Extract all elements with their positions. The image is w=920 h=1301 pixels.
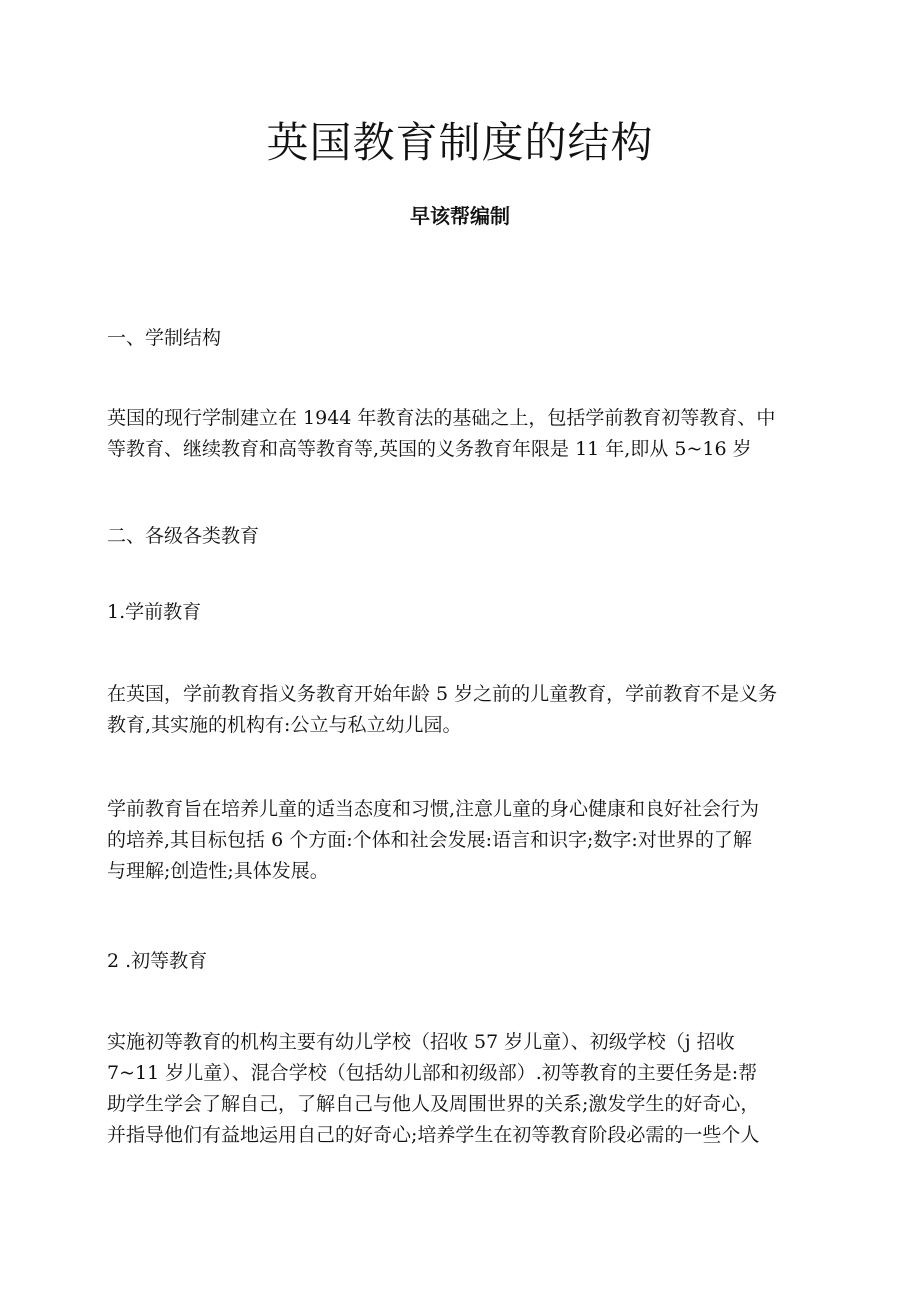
paragraph-line: 的培养,其目标包括 6 个方面:个体和社会发展:语言和识字;数字:对世界的了解	[107, 829, 752, 851]
paragraph-line: 实施初等教育的机构主要有幼儿学校（招收 57 岁儿童）、初级学校（j 招收	[107, 1031, 735, 1053]
paragraph-line: 教育,其实施的机构有:公立与私立幼儿园。	[107, 714, 462, 736]
paragraph-line: 在英国，学前教育指义务教育开始年龄 5 岁之前的儿童教育，学前教育不是义务	[107, 683, 778, 705]
section-heading-2: 二、各级各类教育	[107, 525, 260, 547]
paragraph-line: 并指导他们有益地运用自己的好奇心;培养学生在初等教育阶段必需的一些个人	[107, 1124, 760, 1146]
paragraph-line: 与理解;创造性;具体发展。	[107, 860, 329, 882]
paragraph-line: 助学生学会了解自己，了解自己与他人及周围世界的关系;激发学生的好奇心，	[107, 1093, 760, 1115]
paragraph-line: 等教育、继续教育和高等教育等,英国的义务教育年限是 11 年,即从 5~16 岁	[107, 438, 752, 460]
paragraph-school-system	[107, 403, 817, 465]
paragraph-line: 英国的现行学制建立在 1944 年教育法的基础之上，包括学前教育初等教育、中	[107, 407, 776, 429]
paragraph-preschool-definition	[107, 679, 817, 741]
paragraph-line: 学前教育旨在培养儿童的适当态度和习惯,注意儿童的身心健康和良好社会行为	[107, 798, 760, 820]
paragraph-line: 7~11 岁儿童）、混合学校（包括幼儿部和初级部）.初等教育的主要任务是:帮	[107, 1062, 758, 1084]
paragraph-primary-education	[107, 1027, 817, 1151]
paragraph-preschool-goals	[107, 794, 817, 887]
document-title: 英国教育制度的结构	[266, 118, 654, 167]
section-heading-1: 一、学制结构	[107, 327, 222, 349]
document-author: 早该帮编制	[410, 204, 510, 228]
subsection-heading-primary: 2 .初等教育	[107, 950, 208, 972]
subsection-heading-preschool: 1.学前教育	[107, 601, 202, 623]
